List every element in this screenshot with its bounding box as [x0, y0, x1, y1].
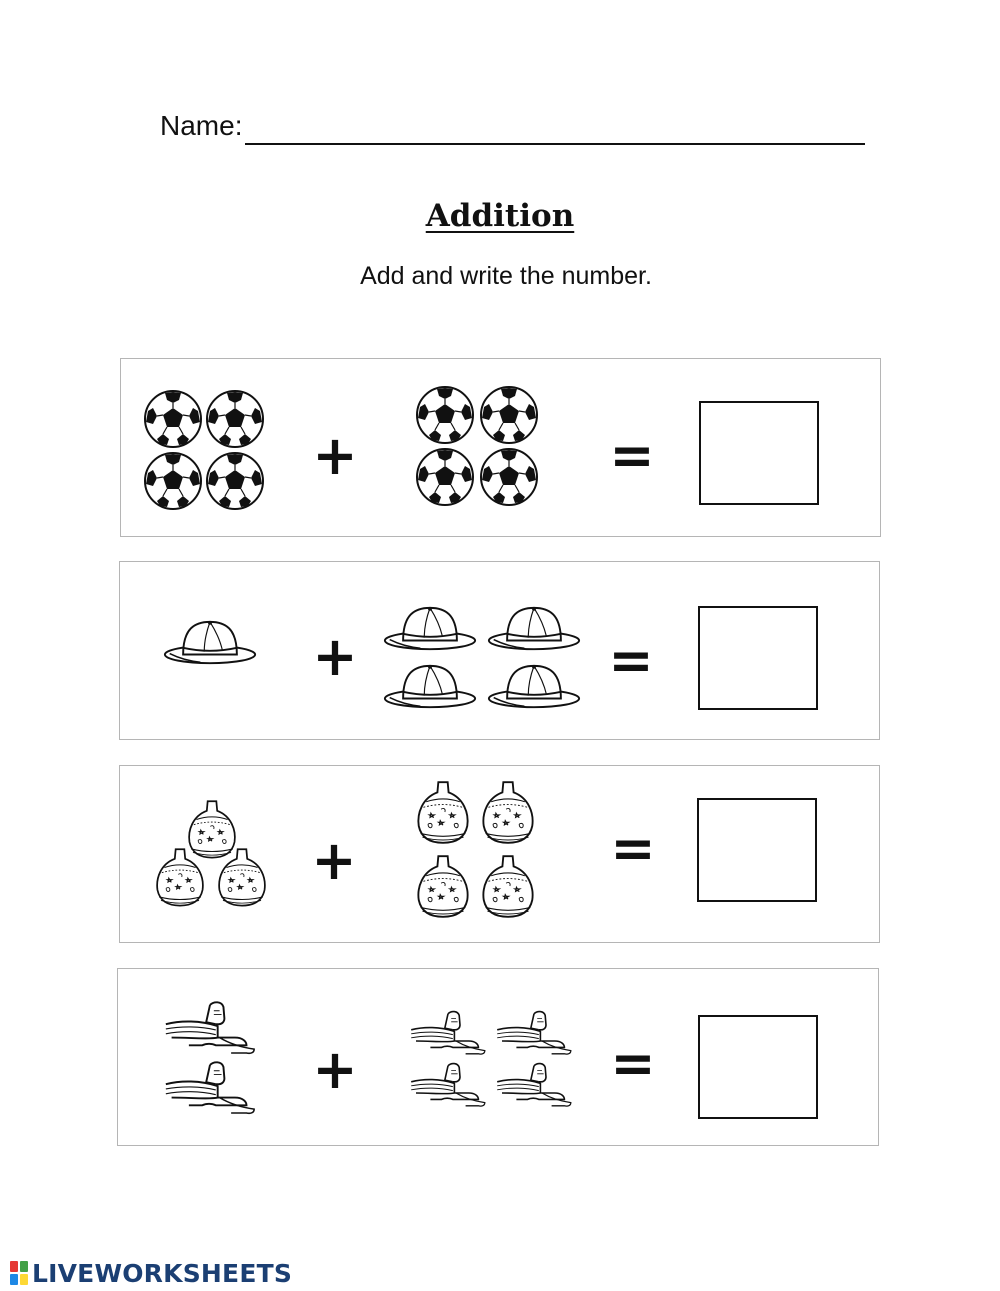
name-label: Name: — [160, 110, 243, 141]
answer-box[interactable] — [698, 606, 818, 710]
soccer-ball-icon — [143, 389, 203, 449]
sphinx-icon — [162, 1059, 258, 1117]
sphinx-icon — [408, 1009, 488, 1057]
sphinx-icon — [408, 1061, 488, 1109]
liveworksheets-logo-icon — [10, 1261, 28, 1285]
answer-box[interactable] — [699, 401, 819, 505]
soccer-ball-icon — [143, 451, 203, 511]
answer-box[interactable] — [697, 798, 817, 902]
safari-hat-icon — [382, 604, 478, 654]
safari-hat-icon — [382, 662, 478, 712]
soccer-ball-icon — [415, 447, 475, 507]
plus-sign: + — [312, 1038, 358, 1101]
page-title: Addition — [425, 198, 575, 234]
equals-sign: = — [610, 1032, 656, 1095]
decorated-gourd-icon — [415, 778, 471, 846]
problem-row-4 — [117, 968, 879, 1146]
instruction-text: Add and write the number. — [360, 262, 652, 290]
problem-row-2 — [119, 561, 880, 740]
soccer-ball-icon — [205, 451, 265, 511]
equals-sign: = — [608, 629, 654, 692]
decorated-gourd-icon — [154, 846, 206, 908]
footer-brand[interactable] — [10, 1258, 292, 1288]
plus-sign: + — [312, 625, 358, 688]
footer-brand-text: LIVEWORKSHEETS — [32, 1258, 293, 1288]
plus-sign: + — [311, 829, 357, 892]
safari-hat-icon — [162, 618, 258, 668]
decorated-gourd-icon — [415, 852, 471, 920]
sphinx-icon — [162, 999, 258, 1057]
equals-sign: = — [610, 817, 656, 880]
name-input-line[interactable] — [245, 143, 865, 145]
decorated-gourd-icon — [216, 846, 268, 908]
sphinx-icon — [494, 1009, 574, 1057]
soccer-ball-icon — [415, 385, 475, 445]
problem-row-1 — [120, 358, 881, 537]
decorated-gourd-icon — [480, 852, 536, 920]
soccer-ball-icon — [479, 447, 539, 507]
safari-hat-icon — [486, 662, 582, 712]
safari-hat-icon — [486, 604, 582, 654]
answer-box[interactable] — [698, 1015, 818, 1119]
plus-sign: + — [312, 424, 358, 487]
sphinx-icon — [494, 1061, 574, 1109]
equals-sign: = — [609, 424, 655, 487]
soccer-ball-icon — [205, 389, 265, 449]
decorated-gourd-icon — [480, 778, 536, 846]
soccer-ball-icon — [479, 385, 539, 445]
problem-row-3 — [119, 765, 880, 943]
